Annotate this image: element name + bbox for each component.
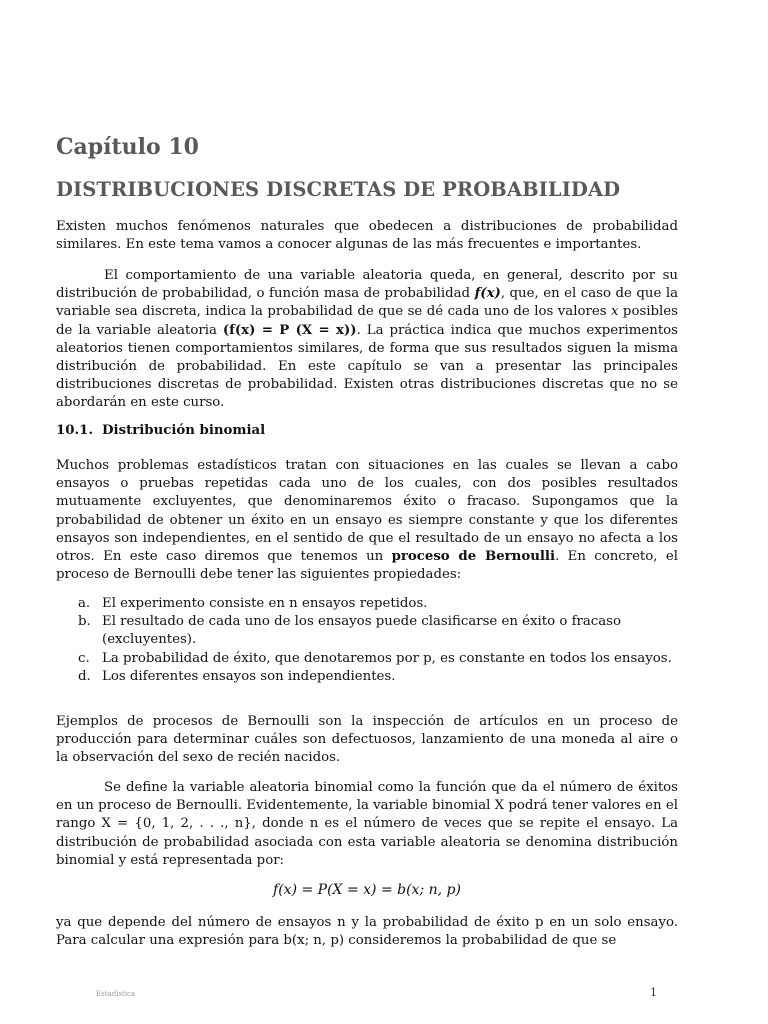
examples-paragraph: Ejemplos de procesos de Bernoulli son la inspección de artículos en un proceso de producción para determinar cuáles son defectuosos, lanzamiento de una moneda al aire o la observación del sexo de recién nacidos. [56, 714, 678, 766]
chapter-heading: Capítulo 10 [56, 134, 199, 160]
list-item [56, 613, 678, 649]
list-item [56, 650, 678, 668]
list-marker: d. [78, 668, 91, 684]
list-item [56, 668, 678, 686]
section-number: 10.1. [56, 423, 94, 438]
p2-x: x [610, 304, 619, 320]
p2-text-d: . La práctica indica que muchos experimentos aleatorios tienen comportamientos similares, de forma que sus resultados siguen la misma distribución de probabilidad. En este capítulo se van a presentar las principales distribuciones discretas de probabilidad. Existen otras distribuciones discretas que no se abordarán en este curso. [56, 322, 678, 411]
list-marker: a. [78, 596, 91, 611]
document-page [56, 0, 678, 1024]
intro-paragraph: Existen muchos fenómenos naturales que obedecen a distribuciones de probabilidad similares. En este tema vamos a conocer algunas de las más frecuentes e importantes. [56, 219, 678, 253]
list-marker: c. [78, 650, 90, 666]
list-marker: b. [78, 614, 91, 630]
bernoulli-paragraph [56, 457, 678, 584]
chapter-title: DISTRIBUCIONES DISCRETAS DE PROBABILIDAD [56, 178, 621, 201]
p2-text-c: posibles de la variable aleatoria [56, 304, 678, 338]
p2-fx: f(x) [474, 286, 501, 302]
p2-text-b: , que, en el caso de que la variable sea discreta, indica la probabilidad de que se dé cada uno de los valores [56, 286, 678, 320]
continuation-paragraph: ya que depende del número de ensayos n y la probabilidad de éxito p en un solo ensayo. Para calcular una expresión para b(x; n, p) consideremos la probabilidad de que se [56, 915, 678, 949]
list-item-text: El experimento consiste en n ensayos repetidos. [102, 596, 428, 611]
binomial-definition-paragraph: Se define la variable aleatoria binomial como la función que da el número de éxitos en un proceso de Bernoulli. Evidentemente, la variable binomial X podrá tener valores en el rango X = {0, 1, 2, . . ., n}, donde n es el número de veces que se repite el ensayo. La distribución de probabilidad asociada con esta variable aleatoria se denomina distribución binomial y está representada por: [56, 780, 678, 868]
section-title: Distribución binomial [102, 423, 266, 438]
p2-eq: (f(x) = P (X = x)) [222, 322, 357, 338]
list-item-text: El resultado de cada uno de los ensayos puede clasificarse en éxito o fracaso (excluyentes). [102, 614, 622, 648]
footer-label: Estadística [96, 990, 136, 998]
list-item-text: La probabilidad de éxito, que denotaremos por p, es constante en todos los ensayos. [102, 650, 672, 666]
p2-text-a: El comportamiento de una variable aleatoria queda, en general, descrito por su distribución de probabilidad, o función masa de probabilidad [56, 268, 678, 302]
page-number: 1 [650, 986, 657, 999]
distribution-paragraph [56, 267, 678, 413]
p3-bold-term: proceso de Bernoulli [391, 549, 556, 565]
properties-list [56, 595, 678, 686]
list-item [56, 595, 678, 613]
list-item-text: Los diferentes ensayos son independientes. [102, 668, 396, 684]
binomial-formula: f(x) = P(X = x) = b(x; n, p) [273, 882, 461, 898]
p3-text-b: . En concreto, el proceso de Bernoulli debe tener las siguientes propiedades: [56, 549, 678, 583]
p3-text-a: Muchos problemas estadísticos tratan con situaciones en las cuales se llevan a cabo ensayos o pruebas repetidas cada uno de los cuales, con dos posibles resultados mutuamente excluyentes, que denominaremos éxito o fracaso. Supongamos que la probabilidad de obtener un éxito en un ensayo es siempre constante y que los diferentes ensayos son independientes, en el sentido de que el resultado de un ensayo no afecta a los otros. En este caso diremos que tenemos un [56, 458, 678, 565]
section-heading [56, 423, 265, 438]
